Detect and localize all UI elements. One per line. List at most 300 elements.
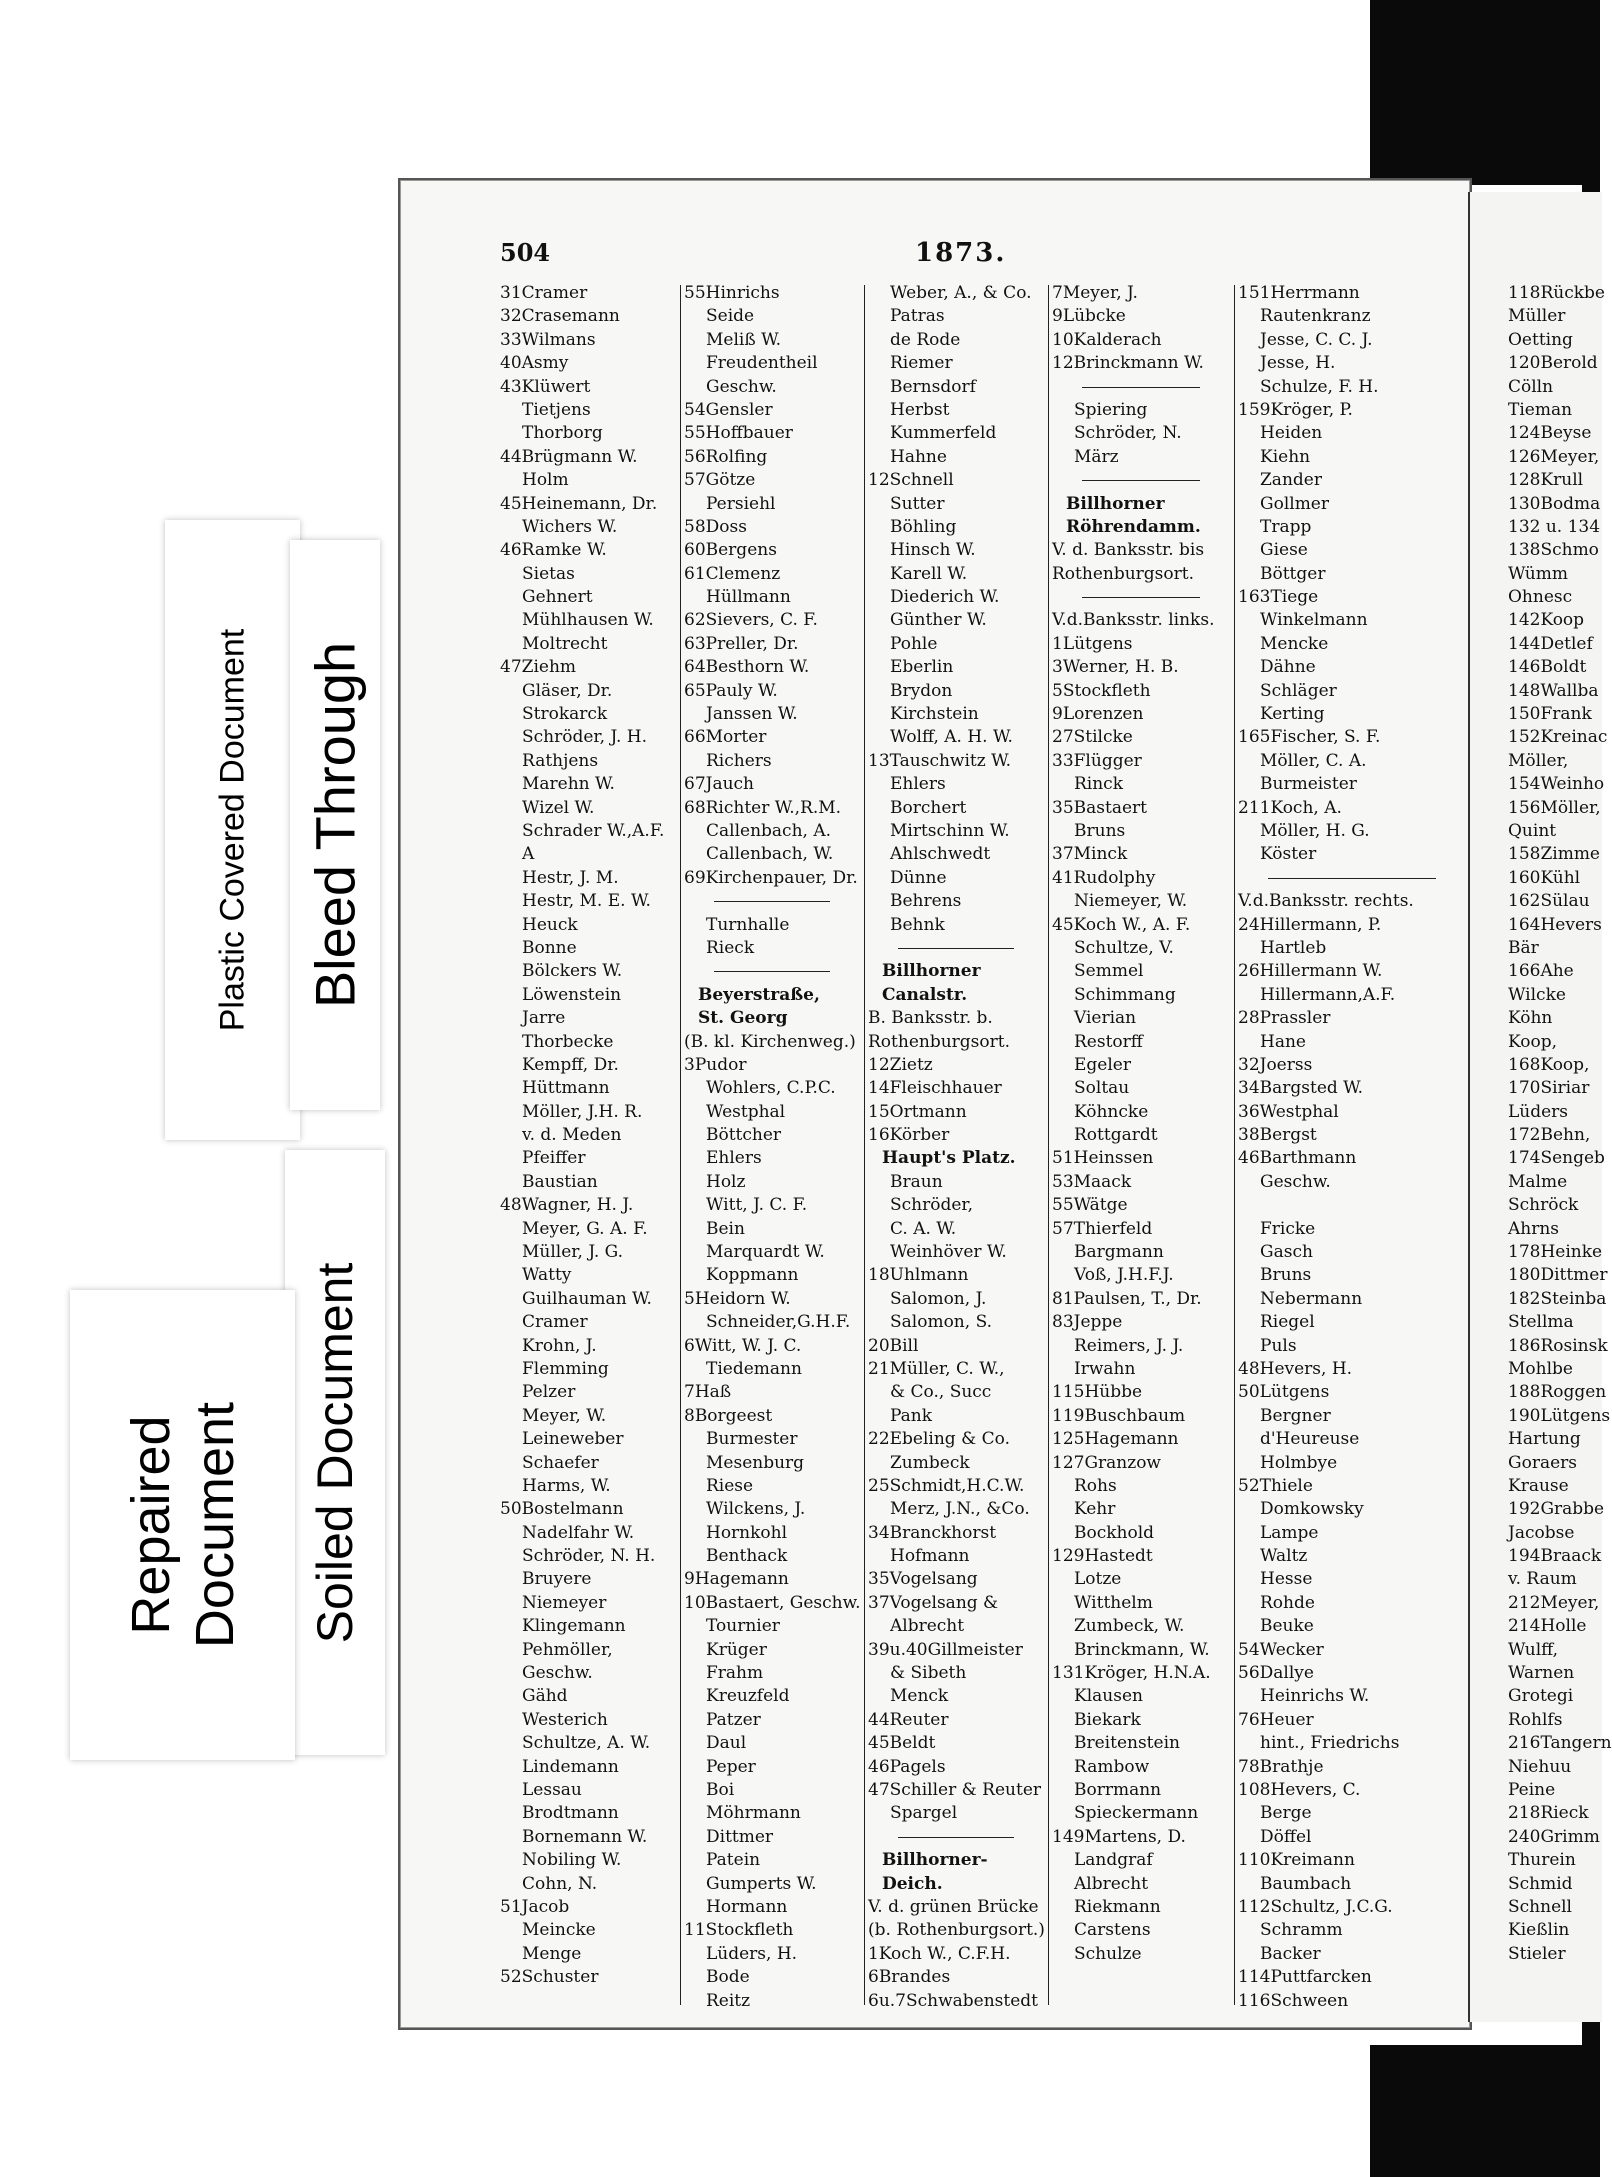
directory-entry: Breitenstein [1074, 1733, 1180, 1754]
directory-entry: 186Rosinsk [1508, 1335, 1608, 1356]
directory-entry: 31Cramer [500, 283, 588, 303]
directory-entry: Krause [1508, 1475, 1569, 1496]
directory-entry: Witthelm [1074, 1592, 1153, 1613]
directory-entry: Riekmann [1074, 1896, 1161, 1917]
directory-entry: Daul [706, 1733, 747, 1754]
directory-entry: Tiedemann [706, 1358, 802, 1379]
directory-entry: Schultze, V. [1074, 937, 1174, 958]
directory-entry: 61Clemenz [684, 563, 781, 584]
directory-entry: Tietjens [522, 399, 591, 420]
directory-entry: 32Crasemann [500, 306, 620, 327]
directory-entry: Hüttmann [522, 1078, 610, 1099]
directory-entry: Herbst [890, 399, 950, 420]
directory-entry: Tournier [706, 1616, 780, 1637]
directory-entry: 156Möller, [1508, 797, 1601, 818]
directory-entry: Kerting [1260, 704, 1325, 725]
directory-entry: 151Herrmann [1238, 283, 1360, 303]
directory-entry: Benthack [706, 1546, 788, 1567]
directory-entry: 12Schnell [868, 470, 954, 491]
directory-entry: Peine [1508, 1780, 1556, 1800]
directory-entry: 22Ebeling & Co. [868, 1429, 1010, 1450]
section-rule [1052, 586, 1230, 609]
directory-entry: 20Bill [868, 1335, 919, 1356]
page-year: 1873. [915, 238, 1007, 268]
directory-entry: 180Dittmer [1508, 1265, 1608, 1286]
directory-entry: Ehlers [890, 774, 946, 795]
directory-entry: 160Kühl [1508, 867, 1581, 888]
directory-entry: 6Brandes [868, 1967, 951, 1988]
directory-entry: 51Jacob [500, 1896, 570, 1917]
directory-entry: Diederich W. [890, 587, 1000, 608]
directory-entry: 53Maack [1052, 1171, 1132, 1192]
directory-entry: 65Pauly W. [684, 680, 778, 701]
directory-entry: Giese [1260, 540, 1308, 561]
directory-entry: 1Lütgens [1052, 633, 1133, 654]
directory-entry: 120Berold [1508, 353, 1598, 374]
section-rule [868, 1826, 1044, 1849]
directory-entry: Thorbecke [522, 1031, 614, 1052]
directory-entry: Köster [1260, 844, 1317, 865]
directory-entry: Schröder, N. [1074, 423, 1182, 444]
street-heading: Haupt's Platz. [882, 1148, 1016, 1169]
directory-entry: Berge [1260, 1803, 1312, 1824]
directory-entry: 37Minck [1052, 844, 1128, 865]
bleed-through-label: Bleed Through [303, 641, 367, 1009]
directory-entry: Ohnesc [1508, 587, 1573, 608]
directory-entry: de Rode [890, 329, 961, 350]
directory-entry: Harms, W. [522, 1475, 611, 1496]
directory-entry: 45Koch W., A. F. [1052, 914, 1191, 935]
directory-entry: 55Hoffbauer [684, 423, 793, 444]
directory-entry: Fricke [1260, 1218, 1316, 1239]
repaired-document-label [119, 1402, 247, 1648]
directory-entry: hint., Friedrichs [1260, 1733, 1400, 1754]
directory-entry: Jesse, H. [1260, 353, 1336, 374]
directory-entry: Warnen [1508, 1663, 1575, 1684]
directory-entry: Goraers [1508, 1452, 1577, 1473]
directory-entry: Hestr, J. M. [522, 867, 619, 888]
directory-entry: Nadelfahr W. [522, 1522, 635, 1543]
directory-entry: Stellma [1508, 1312, 1574, 1333]
directory-entry: 138Schmo [1508, 540, 1599, 561]
directory-entry: Böttger [1260, 563, 1326, 584]
directory-entry: Hane [1260, 1031, 1306, 1052]
directory-entry: Pank [890, 1405, 933, 1426]
directory-entry: Wizel W. [522, 797, 595, 818]
directory-entry: Semmel [1074, 961, 1144, 982]
directory-entry: Hofmann [890, 1546, 970, 1567]
directory-entry: Mohlbe [1508, 1358, 1573, 1379]
directory-entry: d'Heureuse [1260, 1429, 1360, 1450]
directory-entry: 9Lorenzen [1052, 704, 1144, 725]
directory-entry: Weber, A., & Co. [890, 283, 1032, 303]
directory-entry: 214Holle [1508, 1616, 1587, 1637]
directory-entry: Böhling [890, 516, 957, 537]
directory-entry: Rieck [706, 937, 755, 958]
directory-entry: Wichers W. [522, 516, 618, 537]
directory-entry: Landgraf [1074, 1850, 1153, 1871]
directory-entry: 146Boldt [1508, 657, 1587, 678]
directory-entry: Dähne [1260, 657, 1316, 678]
directory-entry: 144Detlef [1508, 633, 1593, 654]
directory-entry: Heuck [522, 914, 578, 935]
directory-entry: 190Lütgens [1508, 1405, 1611, 1426]
directory-entry: 168Koop, [1508, 1054, 1590, 1075]
directory-entry: Albrecht [890, 1616, 965, 1637]
directory-entry: 52Thiele [1238, 1475, 1313, 1496]
directory-entry: Niehuu [1508, 1756, 1572, 1777]
directory-entry: 216Tangern [1508, 1733, 1612, 1754]
directory-entry: Niemeyer, W. [1074, 891, 1188, 912]
directory-entry: (B. kl. Kirchenweg.) [684, 1031, 856, 1052]
directory-entry: Egeler [1074, 1054, 1131, 1075]
directory-entry: Schröder, N. H. [522, 1546, 656, 1567]
directory-entry: 182Steinba [1508, 1288, 1607, 1309]
directory-entry: 39u.40Gillmeister [868, 1639, 1023, 1660]
street-heading: St. Georg [698, 1008, 788, 1029]
directory-entry: V.d.Banksstr. rechts. [1238, 891, 1414, 912]
directory-entry: Bode [706, 1967, 750, 1988]
directory-entry: Kirchstein [890, 704, 979, 725]
repaired-line1: Repaired [120, 1415, 181, 1635]
directory-entry: Domkowsky [1260, 1499, 1364, 1520]
directory-entry: Bein [706, 1218, 745, 1239]
directory-entry: 78Brathje [1238, 1756, 1324, 1777]
directory-entry: Strokarck [522, 704, 608, 725]
directory-entry: 166Ahe [1508, 961, 1574, 982]
directory-entry: Grotegi [1508, 1686, 1574, 1707]
directory-entry: Dünne [890, 867, 947, 888]
directory-entry: Wolff, A. H. W. [890, 727, 1013, 748]
directory-entry: Winkelmann [1260, 610, 1368, 631]
directory-column-6-cutoff [1508, 282, 1612, 1966]
directory-entry: 40Asmy [500, 353, 569, 374]
directory-entry: Riemer [890, 353, 953, 374]
directory-entry: Waltz [1260, 1546, 1308, 1567]
directory-entry: Ahrns [1508, 1218, 1560, 1239]
directory-entry: 16Körber [868, 1125, 950, 1146]
directory-entry: 36Westphal [1238, 1101, 1339, 1122]
directory-entry: Geschw. [1260, 1171, 1331, 1192]
directory-entry: Wulff, [1508, 1639, 1559, 1660]
directory-entry: Callenbach, A. [706, 820, 832, 841]
directory-entry: 142Koop [1508, 610, 1585, 631]
directory-entry: 15Ortmann [868, 1101, 967, 1122]
directory-entry: Schröder, J. H. [522, 727, 648, 748]
directory-entry: Zumbeck, W. [1074, 1616, 1185, 1637]
column-divider [1234, 285, 1235, 2005]
directory-entry: Peper [706, 1756, 756, 1777]
column-divider [864, 285, 865, 2005]
directory-entry: Zumbeck [890, 1452, 970, 1473]
section-rule [684, 960, 860, 983]
directory-entry: Geschw. [706, 376, 777, 397]
directory-entry: 69Kirchenpauer, Dr. [684, 867, 858, 888]
directory-entry: Freudentheil [706, 353, 818, 374]
directory-entry: Pfeiffer [522, 1148, 586, 1169]
directory-entry: 28Prassler [1238, 1008, 1331, 1029]
soiled-document-stamp [285, 1150, 385, 1755]
directory-entry: 64Besthorn W. [684, 657, 810, 678]
directory-entry: Watty [522, 1265, 572, 1286]
street-heading: Billhorner [882, 961, 981, 982]
directory-entry: 44Brügmann W. [500, 446, 638, 467]
directory-entry: Schulze [1074, 1943, 1142, 1964]
directory-entry: 116Schween [1238, 1990, 1349, 2011]
directory-entry: Döffel [1260, 1826, 1312, 1847]
directory-entry: 159Kröger, P. [1238, 399, 1353, 420]
directory-entry: Lüders, H. [706, 1943, 798, 1964]
directory-entry: 128Krull [1508, 470, 1584, 491]
directory-entry: Schramm [1260, 1920, 1343, 1941]
directory-entry: Krohn, J. [522, 1335, 597, 1356]
directory-entry: Cramer [522, 1312, 588, 1333]
directory-entry: Mencke [1260, 633, 1329, 654]
directory-entry: Turnhalle [706, 914, 790, 935]
directory-entry: 46Ramke W. [500, 540, 607, 561]
directory-entry: Bär [1508, 937, 1539, 958]
directory-column-1 [500, 282, 676, 1990]
directory-entry: Gasch [1260, 1242, 1313, 1263]
directory-entry: 35Vogelsang [868, 1569, 978, 1590]
directory-entry: 41Rudolphy [1052, 867, 1156, 888]
directory-entry: Borrmann [1074, 1780, 1162, 1800]
directory-entry: Baustian [522, 1171, 598, 1192]
street-heading: Canalstr. [882, 984, 968, 1005]
directory-column-3 [868, 282, 1044, 2013]
directory-entry: Thorborg [522, 423, 603, 444]
directory-entry: 46Pagels [868, 1756, 946, 1777]
directory-entry: Sutter [890, 493, 945, 514]
street-heading: Beyerstraße, [698, 984, 820, 1005]
section-rule [684, 890, 860, 913]
directory-entry: 158Zimme [1508, 844, 1600, 865]
directory-entry: Wilcke [1508, 984, 1566, 1005]
directory-entry: Schmid [1508, 1873, 1573, 1894]
directory-entry: Brinckmann, W. [1074, 1639, 1210, 1660]
directory-entry: Holmbye [1260, 1452, 1338, 1473]
directory-entry: Albrecht [1074, 1873, 1149, 1894]
directory-entry: Hartung [1508, 1429, 1581, 1450]
directory-entry: Thurein [1508, 1850, 1576, 1871]
directory-entry: 55Wätge [1052, 1195, 1128, 1216]
directory-entry: 44Reuter [868, 1709, 949, 1730]
directory-entry: 114Puttfarcken [1238, 1967, 1372, 1988]
directory-entry: Hormann [706, 1896, 788, 1917]
directory-entry: Voß, J.H.F.J. [1074, 1265, 1174, 1286]
directory-entry: Möller, J.H. R. [522, 1101, 643, 1122]
directory-entry: 194Braack [1508, 1546, 1602, 1567]
directory-entry: Soltau [1074, 1078, 1130, 1099]
directory-entry: 67Jauch [684, 774, 755, 795]
directory-entry: 57Thierfeld [1052, 1218, 1153, 1239]
directory-entry: Gehnert [522, 587, 593, 608]
directory-entry: 68Richter W.,R.M. [684, 797, 842, 818]
directory-entry: Baumbach [1260, 1873, 1352, 1894]
directory-entry: Hillermann,A.F. [1260, 984, 1396, 1005]
directory-entry: 52Schuster [500, 1967, 599, 1988]
directory-entry: V. d. Banksstr. bis [1052, 540, 1205, 561]
directory-entry: 37Vogelsang & [868, 1592, 999, 1613]
directory-entry: 132 u. 134 [1508, 516, 1601, 537]
directory-entry: Behnk [890, 914, 945, 935]
directory-entry: Ahlschwedt [890, 844, 991, 865]
directory-entry: 57Götze [684, 470, 756, 491]
directory-entry: Wümm [1508, 563, 1568, 584]
directory-entry: Frahm [706, 1663, 764, 1684]
directory-entry: Patzer [706, 1709, 761, 1730]
directory-entry: 83Jeppe [1052, 1312, 1123, 1333]
directory-entry: Gollmer [1260, 493, 1329, 514]
directory-entry: 112Schultz, J.C.G. [1238, 1896, 1393, 1917]
directory-entry: Braun [890, 1171, 943, 1192]
directory-entry: Schulze, F. H. [1260, 376, 1379, 397]
directory-entry: 9Lübcke [1052, 306, 1126, 327]
directory-entry: Gähd [522, 1686, 568, 1707]
directory-entry: Carstens [1074, 1920, 1151, 1941]
section-rule [868, 937, 1044, 960]
directory-entry: & Sibeth [890, 1663, 967, 1684]
directory-entry: 115Hübbe [1052, 1382, 1143, 1403]
directory-entry: Köhn [1508, 1008, 1553, 1029]
section-rule [1238, 867, 1466, 890]
directory-entry: 125Hagemann [1052, 1429, 1179, 1450]
directory-entry: Rinck [1074, 774, 1124, 795]
directory-entry: Brodtmann [522, 1803, 619, 1824]
directory-entry: Marehn W. [522, 774, 615, 795]
directory-entry: 126Meyer, [1508, 446, 1600, 467]
directory-entry: 188Roggen [1508, 1382, 1607, 1403]
directory-entry: Leineweber [522, 1429, 624, 1450]
directory-entry: 165Fischer, S. F. [1238, 727, 1381, 748]
directory-entry: Beuke [1260, 1616, 1314, 1637]
directory-entry: 10Bastaert, Geschw. [684, 1592, 861, 1613]
directory-entry: 24Hillermann, P. [1238, 914, 1382, 935]
directory-entry: Heinrichs W. [1260, 1686, 1370, 1707]
directory-entry: Burmeister [1260, 774, 1357, 795]
bleed-through-stamp [290, 540, 380, 1110]
directory-entry: Kiehn [1260, 446, 1311, 467]
directory-entry: 127Granzow [1052, 1452, 1161, 1473]
directory-entry: 18Uhlmann [868, 1265, 969, 1286]
directory-entry: Schimmang [1074, 984, 1176, 1005]
directory-entry: Schaefer [522, 1452, 599, 1473]
directory-entry: 3Pudor [684, 1054, 747, 1075]
directory-entry: Möhrmann [706, 1803, 801, 1824]
directory-entry: Flemming [522, 1358, 609, 1379]
directory-entry: Hahne [890, 446, 947, 467]
directory-entry: 48Wagner, H. J. [500, 1195, 634, 1216]
section-rule [1052, 376, 1230, 399]
directory-entry: Marquardt W. [706, 1242, 825, 1263]
directory-entry: 76Heuer [1238, 1709, 1314, 1730]
directory-entry: 11Stockfleth [684, 1920, 794, 1941]
directory-entry: 1Koch W., C.F.H. [868, 1943, 1011, 1964]
directory-entry: 33Wilmans [500, 329, 596, 350]
directory-entry: Meyer, G. A. F. [522, 1218, 648, 1239]
directory-entry: 62Sievers, C. F. [684, 610, 818, 631]
directory-entry: Möller, [1508, 750, 1569, 771]
directory-entry: Callenbach, W. [706, 844, 834, 865]
soiled-document-label: Soiled Document [307, 1262, 363, 1643]
directory-entry: Riese [706, 1475, 754, 1496]
directory-entry: 50Bostelmann [500, 1499, 624, 1520]
directory-entry: Meyer, W. [522, 1405, 607, 1426]
directory-entry: 27Stilcke [1052, 727, 1133, 748]
directory-entry: Westerich [522, 1709, 608, 1730]
directory-entry: v. Raum [1508, 1569, 1577, 1590]
directory-entry: Gumperts W. [706, 1873, 817, 1894]
directory-entry: Rautenkranz [1260, 306, 1371, 327]
directory-entry: Trapp [1260, 516, 1312, 537]
directory-entry: Hartleb [1260, 937, 1327, 958]
directory-entry: Rohde [1260, 1592, 1315, 1613]
directory-entry: Witt, J. C. F. [706, 1195, 808, 1216]
directory-entry: 6u.7Schwabenstedt [868, 1990, 1039, 2011]
directory-entry: Kreuzfeld [706, 1686, 790, 1707]
directory-entry: 47Ziehm [500, 657, 577, 678]
directory-entry: Kießlin [1508, 1920, 1570, 1941]
directory-entry: Schläger [1260, 680, 1337, 701]
directory-entry: Jesse, C. C. J. [1260, 329, 1373, 350]
directory-entry: Nobiling W. [522, 1850, 622, 1871]
directory-entry: 174Sengeb [1508, 1148, 1605, 1169]
directory-entry: Puls [1260, 1335, 1297, 1356]
directory-entry: 3Werner, H. B. [1052, 657, 1179, 678]
directory-entry: Rohlfs [1508, 1709, 1563, 1730]
directory-entry: Müller [1508, 306, 1566, 327]
directory-entry: Rothenburgsort. [868, 1031, 1010, 1052]
directory-entry: 50Lütgens [1238, 1382, 1330, 1403]
directory-entry: 81Paulsen, T., Dr. [1052, 1288, 1202, 1309]
directory-entry: Böttcher [706, 1125, 782, 1146]
directory-entry: 7Haß [684, 1382, 732, 1403]
directory-entry: C. A. W. [890, 1218, 957, 1239]
directory-entry: Meliß W. [706, 329, 782, 350]
directory-entry: 56Rolfing [684, 446, 768, 467]
directory-entry: Bornemann W. [522, 1826, 648, 1847]
directory-entry: 162Sülau [1508, 891, 1590, 912]
directory-entry: 118Rückbe [1508, 283, 1605, 303]
bottom-black-bar [1370, 2045, 1600, 2177]
directory-entry: 149Martens, D. [1052, 1826, 1186, 1847]
directory-entry: 38Bergst [1238, 1125, 1317, 1146]
top-black-bar [1370, 0, 1600, 185]
directory-entry: Hinsch W. [890, 540, 976, 561]
directory-entry: Schneider,G.H.F. [706, 1312, 851, 1333]
directory-entry: Schröck [1508, 1195, 1579, 1216]
directory-entry: Rohs [1074, 1475, 1117, 1496]
directory-entry: Jacobse [1508, 1522, 1575, 1543]
directory-entry: 34Branckhorst [868, 1522, 997, 1543]
directory-entry: 131Kröger, H.N.A. [1052, 1663, 1211, 1684]
directory-entry: Persiehl [706, 493, 776, 514]
directory-entry: Bruyere [522, 1569, 592, 1590]
directory-entry: Reimers, J. J. [1074, 1335, 1184, 1356]
directory-entry: 46Barthmann [1238, 1148, 1357, 1169]
directory-entry: Nebermann [1260, 1288, 1363, 1309]
directory-entry: Wohlers, C.P.C. [706, 1078, 836, 1099]
directory-entry: 26Hillermann W. [1238, 961, 1383, 982]
directory-entry: Malme [1508, 1171, 1568, 1192]
directory-entry: Spargel [890, 1803, 958, 1824]
plastic-covered-stamp [165, 520, 300, 1140]
directory-entry: 218Rieck [1508, 1803, 1589, 1824]
directory-entry: Pohle [890, 633, 938, 654]
directory-entry: Holm [522, 470, 569, 491]
directory-entry: 60Bergens [684, 540, 777, 561]
directory-entry: Burmester [706, 1429, 798, 1450]
